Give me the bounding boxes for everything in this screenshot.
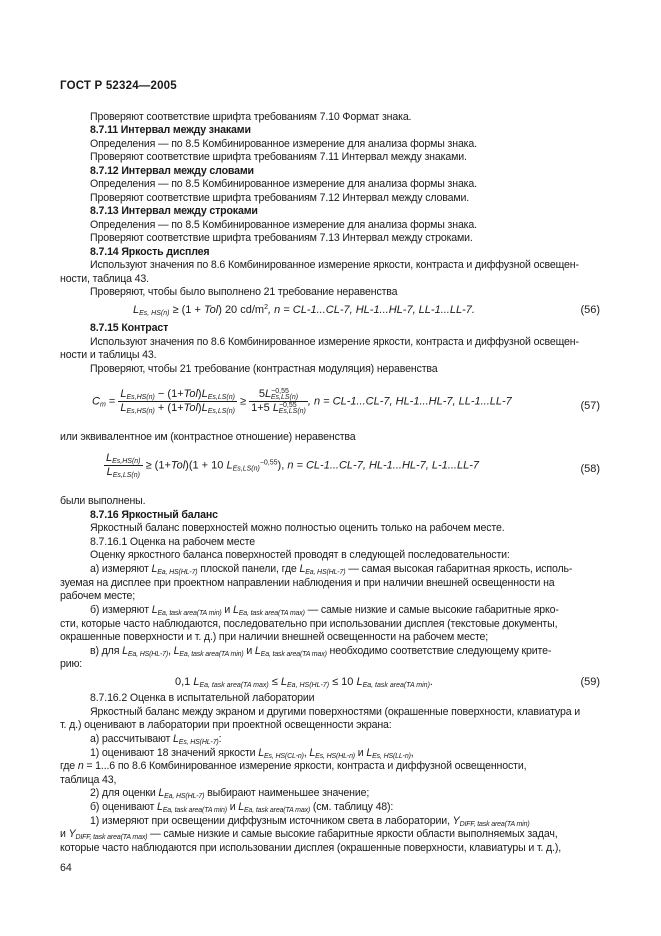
- paragraph-line: зуемая на дисплее при проектном направлении наблюдения и при наличии внешней освещенности на: [60, 577, 555, 589]
- paragraph-line: Определения — по 8.5 Комбинированное измерение для анализа формы знака.: [90, 178, 477, 190]
- paragraph-line: б) оценивают $L_{Ea, task area(TA min)}$ и $L_{Ea, task area(TA max)}$ (см. таблицу 48):: [90, 801, 394, 814]
- section-heading: 8.7.15 Контраст: [90, 322, 169, 334]
- paragraph-line: а) рассчитывают $L_{Es, HS(HL-7)}$:: [90, 733, 222, 746]
- paragraph-line: 1) измеряют при освещении диффузным источником света в лаборатории, $Y_{DIFF, task area(TA min)}$: [90, 815, 530, 828]
- formula-57: $C_m$ = $\frac{L_{Es,HS(n)} - (1+Tol)L_{Es,LS(n)}}{L_{Es,HS(n)} + (1+Tol)L_{Es,LS(n)}}$ ≥ $\frac{5L^{-0,55}_{Es,LS(n)}}{1+5 L^{-0,55}_{Es,LS(n)}}$ , n = CL-1...CL-7, HL-1...HL-7, LL-1...LL-7: [92, 388, 512, 415]
- paragraph-line: Проверяют соответствие шрифта требованиям 7.11 Интервал между знаками.: [90, 151, 467, 163]
- document-header: ГОСТ Р 52324—2005: [60, 80, 177, 92]
- formula-58: $\frac{L_{Es,HS(n)}}{L_{Es,LS(n)}}$ ≥ (1+Tol)(1 + 10 $L_{Es,LS(n)}^{-0,55}$), n = CL-1...CL-7, HL-1...HL-7, L-1...LL-7: [106, 452, 479, 479]
- paragraph-line: 8.7.16.1 Оценка на рабочем месте: [90, 536, 255, 548]
- paragraph-line: ности и таблицы 43.: [60, 349, 157, 361]
- section-heading: 8.7.11 Интервал между знаками: [90, 124, 251, 136]
- equation-number: (59): [580, 676, 600, 688]
- paragraph-line: или эквивалентное им (контрастное отношение) неравенства: [60, 431, 356, 443]
- paragraph-line: б) измеряют $L_{Ea, task area(TA min)}$ и $L_{Ea, task area(TA max)}$ — самые низкие и самые высокие габаритные ярко-: [90, 604, 559, 617]
- formula-59: 0,1 $L_{Ea, task area(TA max)} \le L_{Ea, HS(HL-7)} \le 10$ $L_{Ea, task area(TA min)}$.: [175, 676, 433, 689]
- page-number: 64: [60, 862, 72, 874]
- paragraph-line: сти, которые часто наблюдаются, последовательно при использовании дисплея (текстовые документы,: [60, 618, 558, 630]
- paragraph-line: 8.7.16.2 Оценка в испытательной лаборатории: [90, 692, 315, 704]
- paragraph-line: т. д.) оценивают в лаборатории при проектной освещенности экрана:: [60, 719, 392, 731]
- equation-number: (56): [580, 304, 600, 316]
- paragraph-line: Определения — по 8.5 Комбинированное измерение для анализа формы знака.: [90, 138, 477, 150]
- paragraph-line: которые часто наблюдаются при использовании дисплея (окрашенные поверхности, клавиатуры и т. д.),: [60, 842, 561, 854]
- paragraph-line: Яркостный баланс между экраном и другими поверхностями (окрашенные поверхности, клавиатура и: [90, 706, 581, 718]
- equation-number: (58): [580, 463, 600, 475]
- formula-56: $L_{Es, HS(n)} \ge (1 + Tol)$ 20 $cd/m^2$, n = CL-1...CL-7, HL-1...HL-7, LL-1...LL-7.: [133, 304, 475, 317]
- paragraph-line: таблица 43,: [60, 774, 117, 786]
- paragraph-line: 2) для оценки $L_{Ea, HS(HL-7)}$ выбирают наименьшее значение;: [90, 787, 370, 800]
- paragraph-line: Проверяют соответствие шрифта требованиям 7.13 Интервал между строками.: [90, 232, 473, 244]
- paragraph-line: Проверяют соответствие шрифта требованиям 7.12 Интервал между словами.: [90, 192, 470, 204]
- paragraph-line: в) для $L_{Ea, HS(HL-7)}$, $L_{Ea, task area(TA min)}$ и $L_{Ea, task area(TA max)}$ необходимо соответствие следующему крите-: [90, 645, 552, 658]
- paragraph-line: а) измеряют $L_{Ea, HS(HL-7)}$ плоской панели, где $L_{Ea, HS(HL-7)}$ — самая высокая габаритная яркость, исполь-: [90, 563, 573, 576]
- fraction: $\frac{5L^{-0,55}_{Es,LS(n)}}{1+5 L^{-0,55}_{Es,LS(n)}}$: [251, 388, 306, 415]
- paragraph-line: Оценку яркостного баланса поверхностей проводят в следующей последовательности:: [90, 549, 510, 561]
- paragraph-line: ности, таблица 43.: [60, 273, 149, 285]
- paragraph-line: Используют значения по 8.6 Комбинированное измерение яркости, контраста и диффузной освещен-: [90, 259, 579, 271]
- section-heading: 8.7.16 Яркостный баланс: [90, 509, 218, 521]
- paragraph-line: Проверяют, чтобы 21 требование (контрастная модуляция) неравенства: [90, 363, 438, 375]
- paragraph-line: 1) оценивают 18 значений яркости $L_{Es, HS(CL-n)}$, $L_{Es, HS(HL-n)}$ и $L_{Es, HS(LL-n)}$,: [90, 747, 414, 760]
- paragraph-line: где n = 1...6 по 8.6 Комбинированное измерение яркости, контраста и диффузной освещенности,: [60, 760, 527, 772]
- paragraph-line: Яркостный баланс поверхностей можно полностью оценить только на рабочем месте.: [90, 522, 505, 534]
- paragraph-line: рию:: [60, 658, 83, 670]
- paragraph-line: Проверяют соответствие шрифта требованиям 7.10 Формат знака.: [90, 111, 412, 123]
- section-heading: 8.7.14 Яркость дисплея: [90, 246, 210, 258]
- paragraph-line: и $Y_{DIFF, task area(TA max)}$ — самые низкие и самые высокие габаритные яркости области выполняемых задач,: [60, 828, 558, 841]
- equation-number: (57): [580, 400, 600, 412]
- paragraph-line: были выполнены.: [60, 495, 146, 507]
- paragraph-line: Используют значения по 8.6 Комбинированное измерение яркости, контраста и диффузной освещен-: [90, 336, 579, 348]
- section-heading: 8.7.13 Интервал между строками: [90, 205, 258, 217]
- paragraph-line: Определения — по 8.5 Комбинированное измерение для анализа формы знака.: [90, 219, 477, 231]
- paragraph-line: Проверяют, чтобы было выполнено 21 требование неравенства: [90, 286, 398, 298]
- paragraph-line: рабочем месте;: [60, 590, 136, 602]
- section-heading: 8.7.12 Интервал между словами: [90, 165, 254, 177]
- paragraph-line: окрашенные поверхности и т. д.) при наличии внешней освещенности на рабочем месте;: [60, 631, 489, 643]
- fraction: $\frac{L_{Es,HS(n)}}{L_{Es,LS(n)}}$: [106, 452, 141, 479]
- fraction: $\frac{L_{Es,HS(n)} - (1+Tol)L_{Es,LS(n)}}{L_{Es,HS(n)} + (1+Tol)L_{Es,LS(n)}}$: [120, 388, 235, 415]
